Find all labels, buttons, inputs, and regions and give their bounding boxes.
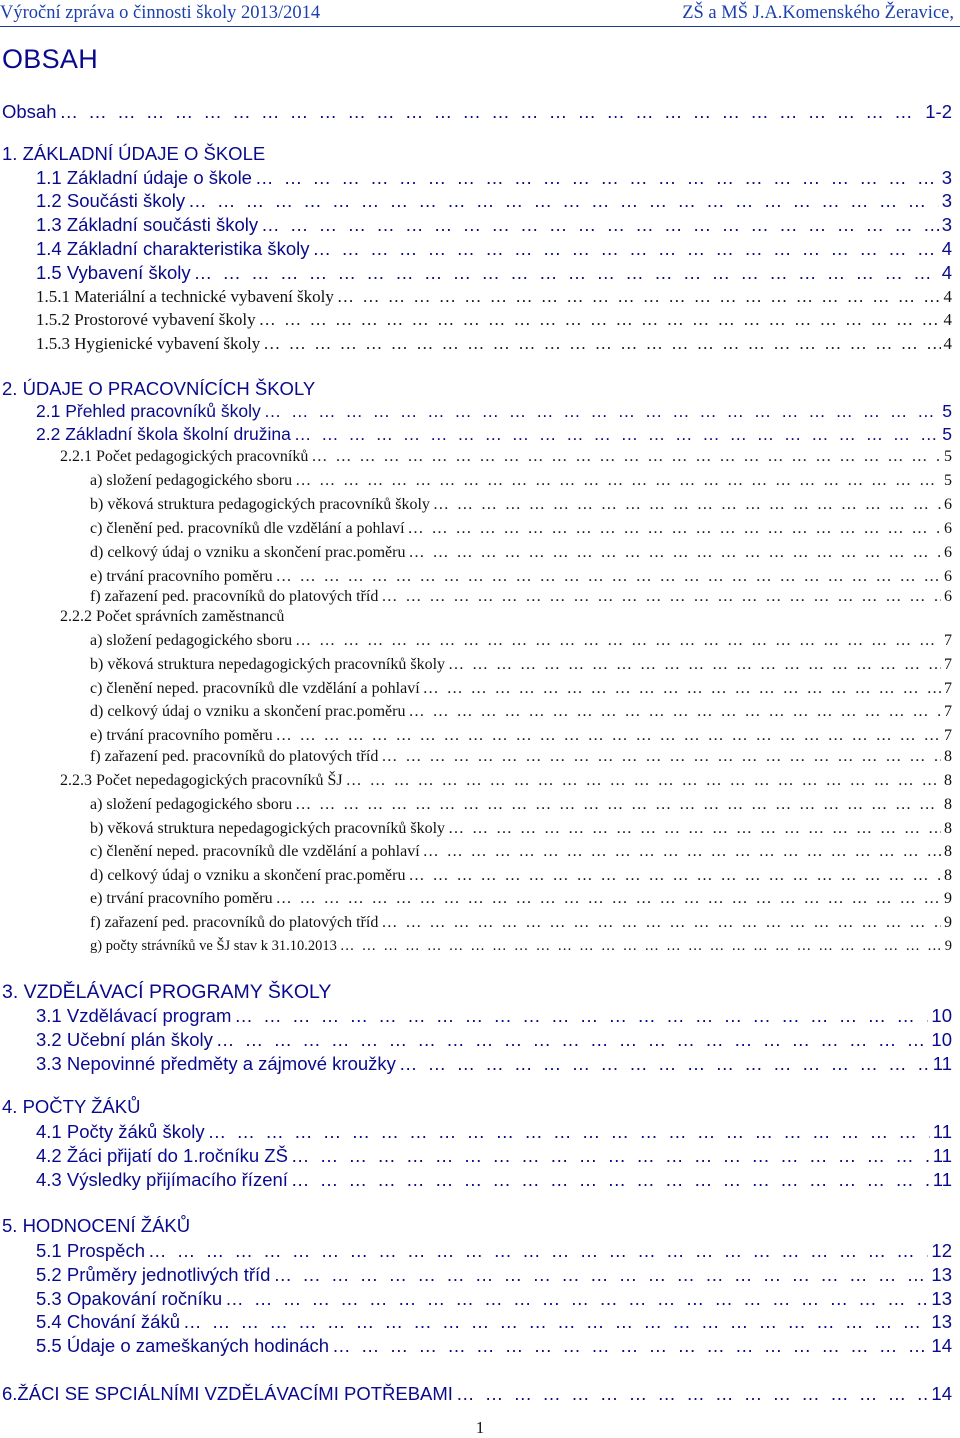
toc-entry[interactable] — [36, 1311, 952, 1333]
toc-entry[interactable] — [36, 1169, 952, 1191]
toc-entry-page: 11 — [932, 1053, 952, 1074]
toc-entry-page: 7 — [944, 656, 952, 673]
toc-entry-label: 2.1 Přehled pracovníků školy — [36, 401, 261, 421]
dot-leader — [311, 448, 941, 466]
toc-entry[interactable] — [90, 890, 952, 908]
toc-entry-label: e) trvání pracovního poměru — [90, 568, 273, 585]
dot-leader — [399, 1053, 930, 1075]
toc-entry[interactable] — [36, 262, 952, 284]
header-report-title: Výroční zpráva o činnosti školy 2013/2014 — [0, 3, 321, 23]
toc-entry-label: 5.5 Údaje o zameškaných hodinách — [36, 1335, 330, 1356]
dot-leader — [225, 1288, 928, 1310]
page-title: OBSAH — [2, 44, 99, 74]
toc-entry-page: 10 — [931, 1029, 952, 1050]
toc-entry[interactable] — [36, 1121, 952, 1143]
toc-entry-page: 4 — [943, 287, 952, 306]
toc-entry[interactable] — [90, 496, 952, 514]
toc-entry[interactable] — [90, 680, 952, 698]
toc-entry-label: 3. VZDĚLÁVACÍ PROGRAMY ŠKOLY — [2, 981, 332, 1003]
toc-entry-page: 8 — [944, 820, 952, 837]
dot-leader — [295, 632, 941, 650]
toc-entry[interactable] — [36, 214, 952, 236]
toc-entry[interactable] — [36, 1145, 952, 1167]
dot-leader — [183, 1311, 928, 1333]
toc-entry[interactable] — [2, 1383, 952, 1405]
toc-entry-page: 4 — [941, 238, 952, 259]
toc-entry[interactable] — [36, 424, 952, 445]
toc-entry[interactable] — [2, 101, 952, 123]
toc-entry-page: 6 — [944, 520, 952, 537]
toc-entry-label: 4.3 Výsledky přijímacího řízení — [36, 1169, 288, 1190]
dot-leader — [255, 167, 939, 189]
toc-entry[interactable] — [36, 1288, 952, 1310]
dot-leader — [408, 520, 941, 538]
dot-leader — [408, 544, 941, 562]
toc-entry-page: 10 — [931, 1005, 952, 1026]
toc-entry-label: 1.4 Základní charakteristika školy — [36, 238, 310, 259]
toc-entry[interactable] — [2, 1215, 190, 1237]
toc-entry-label: d) celkový údaj o vzniku a skončení prac.poměru — [90, 867, 406, 884]
toc-entry[interactable] — [2, 143, 265, 165]
toc-entry-label: 2. ÚDAJE O PRACOVNÍCÍCH ŠKOLY — [2, 378, 316, 399]
toc-entry[interactable] — [90, 748, 952, 766]
dot-leader — [263, 334, 940, 354]
dot-leader — [337, 287, 941, 307]
toc-entry-label: 1. ZÁKLADNÍ ÚDAJE O ŠKOLE — [2, 143, 266, 164]
toc-entry-label: b) věková struktura nepedagogických pracovníků školy — [90, 656, 446, 673]
toc-entry-label: Obsah — [2, 101, 57, 122]
toc-entry-page: 3 — [941, 190, 952, 211]
dot-leader — [291, 1169, 930, 1191]
toc-entry[interactable] — [90, 520, 952, 538]
dot-leader — [259, 310, 941, 330]
toc-entry-label: 1.5.1 Materiální a technické vybavení školy — [36, 287, 334, 306]
dot-leader — [264, 401, 940, 422]
toc-entry-label: 1.3 Základní součásti školy — [36, 214, 259, 235]
toc-entry-label: 1.5 Vybavení školy — [36, 262, 191, 283]
toc-entry-page: 4 — [941, 262, 952, 283]
dot-leader — [423, 843, 941, 861]
dot-leader — [194, 262, 939, 284]
toc-entry[interactable] — [36, 1053, 952, 1075]
toc-entry-label: 1.2 Součásti školy — [36, 190, 186, 211]
dot-leader — [433, 496, 941, 514]
toc-entry[interactable] — [90, 867, 952, 885]
toc-entry-page: 13 — [931, 1311, 952, 1332]
dot-leader — [216, 1029, 929, 1051]
toc-entry-label: d) celkový údaj o vzniku a skončení prac.poměru — [90, 544, 406, 561]
toc-entry-label: 5.1 Prospěch — [36, 1240, 146, 1261]
dot-leader — [291, 1145, 930, 1167]
toc-entry[interactable] — [36, 190, 952, 212]
dot-leader — [273, 1264, 928, 1286]
toc-entry-label: 5.2 Průměry jednotlivých tříd — [36, 1264, 271, 1285]
toc-entry[interactable] — [60, 772, 952, 790]
toc-entry-page: 13 — [931, 1288, 952, 1309]
toc-entry-page: 5 — [944, 472, 952, 489]
toc-entry-label: 5.4 Chování žáků — [36, 1311, 180, 1332]
toc-entry-page: 14 — [931, 1335, 952, 1356]
toc-entry-label: 2.2.3 Počet nepedagogických pracovníků ŠJ — [60, 772, 343, 789]
toc-entry-page: 3 — [941, 214, 952, 235]
dot-leader — [148, 1240, 928, 1262]
toc-entry[interactable] — [36, 1029, 952, 1051]
toc-entry[interactable] — [2, 981, 331, 1004]
toc-entry-label: 3.2 Učební plán školy — [36, 1029, 213, 1050]
dot-leader — [408, 867, 941, 885]
toc-entry-label: c) členění ped. pracovníků dle vzdělání a pohlaví — [90, 520, 405, 537]
dot-leader — [346, 772, 941, 790]
toc-entry-label: 1.5.2 Prostorové vybavení školy — [36, 310, 256, 329]
toc-entry[interactable] — [2, 1096, 140, 1118]
toc-entry-label: 2.2.1 Počet pedagogických pracovníků — [60, 448, 309, 465]
dot-leader — [332, 1335, 928, 1357]
toc-entry-page: 14 — [931, 1383, 952, 1404]
toc-entry[interactable] — [60, 448, 952, 466]
toc-entry-page: 8 — [944, 748, 952, 765]
toc-entry[interactable] — [90, 656, 952, 674]
toc-entry-page: 6 — [944, 588, 952, 605]
toc-entry[interactable] — [36, 1264, 952, 1286]
toc-entry[interactable] — [36, 310, 952, 330]
toc-entry[interactable] — [36, 1240, 952, 1262]
toc-entry-page: 4 — [943, 310, 952, 329]
dot-leader — [408, 703, 941, 721]
toc-entry-label: a) složení pedagogického sboru — [90, 632, 293, 649]
toc-entry-label: 6.ŽÁCI SE SPCIÁLNÍMI VZDĚLÁVACÍMI POTŘEBAMI — [2, 1383, 453, 1404]
toc-entry-label: 3.1 Vzdělávací program — [36, 1005, 232, 1026]
dot-leader — [448, 656, 941, 674]
toc-entry-label: 4. POČTY ŽÁKŮ — [2, 1096, 141, 1117]
toc-entry-label: 5. HODNOCENÍ ŽÁKŮ — [2, 1215, 191, 1236]
dot-leader — [295, 796, 941, 814]
toc-entry[interactable] — [36, 1005, 952, 1027]
toc-entry-page: 7 — [944, 703, 952, 720]
toc-entry[interactable] — [90, 914, 952, 932]
dot-leader — [261, 214, 939, 236]
dot-leader — [423, 680, 941, 698]
toc-entry-label: f) zařazení ped. pracovníků do platových tříd — [90, 748, 379, 765]
toc-entry-label: 2.2 Základní škola školní družina — [36, 424, 291, 444]
toc-entry[interactable] — [90, 703, 952, 721]
toc-entry-label: b) věková struktura nepedagogických pracovníků školy — [90, 820, 446, 837]
toc-entry[interactable] — [36, 238, 952, 260]
dot-leader — [448, 820, 941, 838]
toc-entry-label: a) složení pedagogického sboru — [90, 472, 293, 489]
dot-leader — [234, 1005, 928, 1027]
toc-entry-page: 7 — [944, 632, 952, 649]
dot-leader — [456, 1383, 928, 1405]
toc-entry[interactable] — [90, 632, 952, 650]
toc-entry-label: 4.2 Žáci přijatí do 1.ročníku ZŠ — [36, 1145, 288, 1166]
toc-entry[interactable] — [90, 796, 952, 814]
toc-entry[interactable] — [36, 1335, 952, 1357]
toc-entry[interactable] — [36, 401, 952, 422]
dot-leader — [208, 1121, 930, 1143]
toc-entry-page: 5 — [942, 424, 952, 444]
dot-leader — [276, 890, 941, 908]
dot-leader — [313, 238, 939, 260]
toc-entry-page: 6 — [944, 544, 952, 561]
toc-entry-page: 3 — [941, 167, 952, 188]
toc-entry-label: g) počty strávníků ve ŠJ stav k 31.10.2013 — [90, 938, 337, 954]
toc-entry-page: 4 — [943, 334, 952, 353]
toc-entry-label: f) zařazení ped. pracovníků do platových tříd — [90, 914, 379, 931]
toc-entry-page: 8 — [944, 843, 952, 860]
toc-entry[interactable] — [90, 843, 952, 861]
toc-entry[interactable] — [36, 167, 952, 189]
dot-leader — [295, 472, 941, 490]
page-number: 1 — [475, 1418, 485, 1437]
toc-entry-page: 11 — [932, 1169, 952, 1190]
toc-entry-page: 1-2 — [925, 101, 952, 122]
toc-entry-page: 5 — [944, 448, 952, 465]
toc-entry[interactable] — [90, 727, 952, 745]
toc-entry-label: d) celkový údaj o vzniku a skončení prac.poměru — [90, 703, 406, 720]
toc-entry-label: 1.1 Základní údaje o škole — [36, 167, 252, 188]
toc-entry-page: 7 — [944, 727, 952, 744]
toc-entry-page: 9 — [944, 914, 952, 931]
dot-leader — [294, 424, 939, 445]
toc-entry-label: e) trvání pracovního poměru — [90, 890, 273, 907]
toc-entry-label: 4.1 Počty žáků školy — [36, 1121, 205, 1142]
header-school-name: ZŠ a MŠ J.A.Komenského Žeravice, — [682, 3, 954, 23]
toc-entry-label: 1.5.3 Hygienické vybavení školy — [36, 334, 261, 353]
toc-entry-label: 5.3 Opakování ročníku — [36, 1288, 223, 1309]
dot-leader — [188, 190, 939, 212]
dot-leader — [60, 101, 923, 123]
toc-entry-page: 13 — [931, 1264, 952, 1285]
toc-entry[interactable] — [36, 287, 952, 307]
toc-entry-page: 5 — [942, 401, 952, 421]
toc-entry-page: 8 — [944, 867, 952, 884]
toc-entry-page: 9 — [944, 938, 952, 954]
toc-entry-page: 12 — [931, 1240, 952, 1261]
dot-leader — [381, 914, 941, 932]
toc-entry-page: 7 — [944, 680, 952, 697]
toc-entry[interactable] — [90, 588, 952, 606]
toc-entry-label: 2.2.2 Počet správních zaměstnanců — [60, 608, 285, 625]
toc-entry[interactable] — [90, 544, 952, 562]
toc-entry[interactable] — [90, 938, 952, 955]
toc-entry[interactable] — [60, 608, 952, 626]
toc-entry-label: e) trvání pracovního poměru — [90, 727, 273, 744]
toc-entry-page: 9 — [944, 890, 952, 907]
toc-entry-label: c) členění neped. pracovníků dle vzdělání a pohlaví — [90, 843, 420, 860]
dot-leader — [276, 727, 941, 745]
toc-entry-label: b) věková struktura pedagogických pracovníků školy — [90, 496, 430, 513]
dot-leader — [340, 938, 942, 955]
toc-entry-page: 8 — [944, 772, 952, 789]
toc-entry-label: a) složení pedagogického sboru — [90, 796, 293, 813]
toc-entry-label: c) členění neped. pracovníků dle vzdělání a pohlaví — [90, 680, 420, 697]
toc-entry-page: 11 — [932, 1145, 952, 1166]
toc-entry[interactable] — [36, 334, 952, 354]
toc-entry-page: 11 — [932, 1121, 952, 1142]
toc-entry[interactable] — [90, 820, 952, 838]
toc-entry-label: 3.3 Nepovinné předměty a zájmové kroužky — [36, 1053, 396, 1074]
toc-entry[interactable] — [2, 378, 315, 400]
toc-entry-page: 8 — [944, 796, 952, 813]
toc-entry-page: 6 — [944, 496, 952, 513]
dot-leader — [381, 748, 941, 766]
toc-entry[interactable] — [90, 568, 952, 586]
dot-leader — [381, 588, 941, 606]
dot-leader — [276, 568, 941, 586]
toc-entry-label: f) zařazení ped. pracovníků do platových tříd — [90, 588, 379, 605]
toc-entry-page: 6 — [944, 568, 952, 585]
toc-entry[interactable] — [90, 472, 952, 490]
